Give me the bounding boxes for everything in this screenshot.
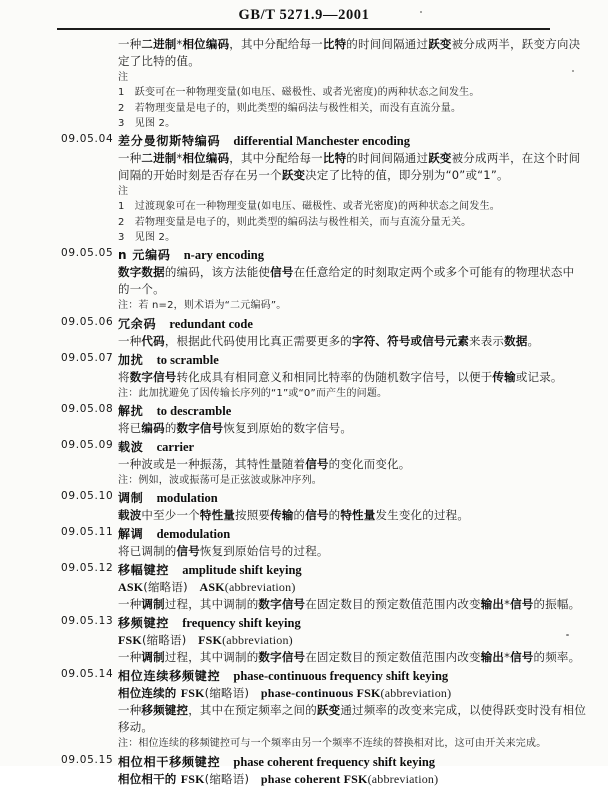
text-run: (abbreviation) (367, 771, 439, 786)
term-english: to scramble (156, 352, 219, 367)
text-run: 过程，其中调制的 (164, 650, 259, 665)
body-line (118, 420, 550, 437)
term-line (118, 752, 550, 771)
text-run: 二进制 (141, 151, 177, 166)
text-run: 传输 (492, 369, 516, 384)
text-run: phase-continuous FSK (260, 686, 381, 701)
body-line (118, 53, 550, 70)
text-run: 1 过渡现象可在一种物理变量(如电压、磁极性、或者光密度)的两种状态之间发生。 (118, 201, 500, 213)
entry-number: 09.05.09 (61, 438, 114, 451)
term-english: carrier (156, 439, 195, 454)
text-run: ，其中分配给每一 (229, 37, 323, 51)
text-run: (缩略语) (204, 686, 250, 701)
syn-line (118, 685, 550, 702)
term-chinese: 差分曼彻斯特编码 (118, 134, 221, 149)
body-line (118, 264, 575, 281)
term-english: amplitude shift keying (182, 563, 302, 578)
text-run: 的时间间隔通过 (346, 37, 429, 51)
term-english: to descramble (156, 403, 232, 418)
text-run: 间隔的开始时刻是否存在另一个 (118, 168, 282, 183)
text-run: 在任意给定的时刻取定两个或多个可能有的物理状态中 (293, 265, 575, 280)
text-run: 或记录。 (515, 369, 563, 384)
text-run: 信号 (305, 456, 329, 471)
text-run: (缩略语) (141, 633, 187, 648)
text-run: 决定了比特的值，即分别为“0”或“1”。 (305, 168, 509, 183)
term-english: redundant code (169, 316, 253, 331)
body-line (118, 167, 550, 184)
body-line (118, 36, 581, 53)
text-run: 输出 (480, 597, 505, 612)
body-line (118, 649, 581, 666)
entry-number: 09.05.11 (61, 526, 114, 539)
text-run: 信号 (510, 597, 534, 612)
entry-number: 09.05.14 (61, 668, 114, 681)
text-run (188, 580, 200, 594)
term-chinese: 相位相干移频键控 (118, 754, 221, 769)
text-run: ，根据此代码使用比真正需要更多的 (164, 333, 353, 348)
text-run: 通过频率的改变来完成，以使得跃变时没有相位 (340, 703, 587, 718)
scan-speck (420, 11, 422, 13)
text-run: ASK (199, 580, 225, 595)
note-line (118, 215, 550, 230)
text-run: 相位编码 (182, 37, 230, 51)
definition-entry-09.05.05 (61, 245, 575, 313)
text-run: 数字信号 (129, 369, 177, 384)
text-run: 将 (118, 369, 130, 384)
term-line (118, 666, 550, 685)
text-run: 注：若 n=2，则术语为“二元编码”。 (118, 300, 287, 312)
term-chinese: 移幅键控 (118, 563, 170, 578)
text-run: 在固定数目的预定数值范围内改变 (305, 650, 481, 665)
entry-number: 09.05.10 (61, 490, 114, 503)
text-run: 注：例如，波或振荡可是正弦波或脉冲序列。 (118, 474, 322, 486)
text-run: 2 若物理变量是电子的，则此类型的编码法与极性相关，而没有直流分量。 (118, 102, 462, 114)
text-run: 信号 (176, 544, 200, 559)
entry-number: 09.05.05 (61, 247, 114, 260)
text-run: * (504, 597, 511, 612)
text-run: 的时间间隔通过 (346, 151, 429, 166)
body-line (118, 719, 550, 736)
text-run: 数字信号 (258, 597, 306, 612)
text-run: 。 (527, 333, 540, 348)
note-line (118, 184, 550, 199)
text-run: 的振幅。 (533, 597, 581, 612)
text-run: 的一个。 (118, 282, 165, 297)
entry-number: 09.05.13 (61, 615, 114, 628)
text-run: 比特 (322, 151, 347, 166)
text-run: FSK (118, 633, 142, 648)
syn-line (118, 579, 550, 596)
body-line (118, 333, 550, 350)
definition-entry-09.05.12 (61, 560, 581, 613)
text-run: 注：相位连续的移频键控可与一个频率由另一个频率不连续的替换相对比，这可由开关来完成。 (118, 738, 547, 750)
text-run: 一种 (118, 151, 142, 166)
scan-speck (572, 70, 574, 72)
body-line (118, 150, 581, 167)
content (61, 36, 587, 788)
text-run: 一种 (118, 703, 142, 718)
text-run: 编码 (141, 420, 165, 435)
term-english: differential Manchester encoding (233, 134, 411, 149)
term-line (118, 245, 550, 264)
definition-entry-09.05.07 (61, 350, 563, 401)
term-line (118, 350, 550, 369)
text-run: 调制 (141, 650, 165, 665)
text-run: 载波 (118, 508, 142, 523)
text-run: FSK (180, 686, 205, 701)
note-line (118, 736, 550, 751)
text-run (249, 772, 261, 786)
term-english: modulation (156, 491, 218, 506)
term-english: phase coherent frequency shift keying (233, 754, 436, 769)
text-run: 的 (293, 508, 306, 523)
definition-entry-continued (118, 36, 581, 131)
text-run: 信号 (510, 650, 534, 665)
term-chinese: 冗余码 (118, 316, 157, 331)
text-run: 跃变 (281, 168, 306, 183)
text-run: 一种 (118, 333, 142, 348)
entry-number: 09.05.15 (61, 753, 114, 766)
text-run: (缩略语) (204, 771, 250, 786)
text-run: 代码 (141, 333, 165, 348)
text-run: 信号 (305, 508, 329, 523)
body-line (118, 543, 550, 560)
text-run: 调制 (141, 597, 165, 612)
entry-number: 09.05.06 (61, 315, 114, 328)
text-run: 的变化而变化。 (328, 456, 411, 471)
text-run: 的编码，该方法能使 (164, 265, 271, 280)
text-run: 一种波或是一种振荡，其特性量随着 (118, 456, 306, 471)
text-run: 一种 (118, 597, 142, 612)
text-run: 中至少一个 (141, 508, 200, 523)
text-run: 注：此加扰避免了因传输长序列的“1”或“0”而产生的问题。 (118, 387, 388, 399)
text-run (249, 686, 261, 700)
text-run: 2 若物理变量是电子的，则此类型的编码法与极性相关，而与直流分量无关。 (118, 216, 472, 228)
note-line (118, 70, 550, 85)
text-run: 信号 (270, 265, 294, 280)
text-run: 1 跃变可在一种物理变量(如电压、磁极性、或者光密度)的两种状态之间发生。 (118, 87, 480, 99)
text-run (186, 633, 198, 647)
text-run: 移动。 (118, 720, 154, 735)
body-line (118, 456, 550, 473)
entry-number: 09.05.07 (61, 351, 114, 364)
text-run: 在固定数目的预定数值范围内改变 (305, 597, 481, 612)
body-line (118, 702, 587, 719)
text-run: 相位连续的 (118, 686, 181, 701)
term-chinese: 移频键控 (118, 616, 170, 631)
text-run: 的 (164, 420, 177, 435)
note-line (118, 298, 550, 313)
syn-line (118, 632, 550, 649)
text-run: 比特 (322, 37, 347, 51)
term-line (118, 613, 550, 632)
text-run: FSK (180, 771, 205, 786)
text-run: 恢复到原始信号的过程。 (199, 544, 329, 559)
syn-line (118, 771, 550, 788)
text-run: * (504, 650, 511, 665)
text-run: 相位相干的 (118, 771, 181, 786)
text-run: ，其中分配给每一 (229, 151, 323, 166)
text-run: 注 (118, 186, 129, 198)
scan-speck (566, 634, 569, 636)
text-run: 一种 (118, 37, 142, 51)
text-run: FSK (198, 633, 223, 648)
term-chinese: 相位连续移频键控 (118, 669, 221, 684)
text-run: 的频率。 (533, 650, 581, 665)
text-run: 数据 (504, 333, 528, 348)
text-run: 数字信号 (258, 650, 306, 665)
definition-entry-09.05.15 (61, 752, 550, 788)
note-line (118, 101, 550, 116)
note-line (118, 85, 550, 100)
note-line (118, 386, 550, 401)
definition-entry-09.05.08 (61, 401, 550, 437)
text-run: 跃变 (428, 37, 452, 51)
definition-entry-09.05.04 (61, 131, 581, 245)
term-line (118, 401, 550, 420)
note-line (118, 116, 550, 131)
text-run: 恢复到原始的数字信号。 (223, 420, 353, 435)
standard-number-header: GB/T 5271.9—2001 (238, 7, 370, 23)
body-line (118, 369, 563, 386)
text-run: 输出 (480, 650, 505, 665)
term-english: demodulation (156, 527, 231, 542)
term-chinese: 加扰 (118, 352, 144, 367)
text-run: (abbreviation) (224, 580, 296, 595)
body-line (118, 281, 550, 298)
text-run: 定了比特的值。 (118, 54, 200, 68)
term-line (118, 560, 550, 579)
note-line (118, 230, 550, 245)
text-run: ASK (118, 580, 144, 595)
term-chinese: n 元编码 (118, 248, 171, 263)
text-run: 相位编码 (182, 151, 230, 166)
text-run: 按照要 (235, 508, 271, 523)
text-run: 将已 (118, 420, 142, 435)
definition-entry-09.05.11 (61, 524, 550, 560)
body-line (118, 596, 581, 613)
term-line (118, 437, 550, 456)
text-run: 跃变 (428, 151, 452, 166)
definition-entry-09.05.10 (61, 488, 550, 524)
definition-entry-09.05.13 (61, 613, 581, 666)
term-line (118, 524, 550, 543)
text-run: 转化成具有相同意义和相同比特率的伪随机数字信号，以便于 (176, 369, 493, 384)
term-english: frequency shift keying (182, 616, 301, 631)
text-run: * (176, 151, 183, 166)
text-run: 特性量 (199, 508, 236, 523)
text-run: 传输 (270, 508, 294, 523)
note-line (118, 473, 550, 488)
text-run: 被分成两半，在这个时间 (451, 151, 581, 166)
text-run: 的 (328, 508, 341, 523)
text-run: 一种 (118, 650, 142, 665)
term-line (118, 131, 550, 150)
term-english: phase-continuous frequency shift keying (233, 669, 449, 684)
text-run: 3 见图 2。 (118, 232, 176, 244)
text-run: * (176, 37, 183, 51)
text-run: ，其中在预定频率之间的 (188, 703, 317, 718)
text-run: 特性量 (340, 508, 376, 523)
text-run: 移频键控 (141, 703, 189, 718)
definition-entry-09.05.09 (61, 437, 550, 488)
definition-entry-09.05.14 (61, 666, 587, 751)
definition-entry-09.05.06 (61, 314, 550, 350)
note-line (118, 199, 550, 214)
text-run: 二进制 (141, 37, 177, 51)
body-line (118, 507, 550, 524)
text-run: phase coherent FSK (260, 771, 368, 786)
text-run: 被分成两半，跃变方向决 (451, 37, 581, 51)
term-english: n-ary encoding (183, 248, 264, 263)
text-run: (abbreviation) (380, 686, 452, 701)
entry-number: 09.05.04 (61, 133, 114, 146)
term-chinese: 载波 (118, 439, 144, 454)
term-chinese: 解调 (118, 527, 144, 542)
term-line (118, 314, 550, 333)
text-run: 来表示 (469, 333, 505, 348)
text-run: (缩略语) (143, 580, 188, 595)
entry-number: 09.05.12 (61, 562, 114, 575)
text-run: 数字信号 (176, 420, 224, 435)
text-run: 3 见图 2。 (118, 117, 176, 129)
text-run: 注 (118, 72, 129, 83)
term-chinese: 调制 (118, 491, 144, 506)
header-rule (57, 28, 550, 30)
term-line (118, 488, 550, 507)
text-run: 将已调制的 (118, 544, 177, 559)
text-run: 跃变 (316, 703, 341, 718)
term-chinese: 解扰 (118, 403, 144, 418)
text-run: 过程，其中调制的 (164, 597, 259, 612)
text-run: 字符、符号或信号元素 (352, 333, 470, 348)
text-run: 数字数据 (118, 265, 165, 280)
text-run: 发生变化的过程。 (375, 508, 470, 523)
text-run: (abbreviation) (222, 633, 293, 648)
entry-number: 09.05.08 (61, 402, 114, 415)
